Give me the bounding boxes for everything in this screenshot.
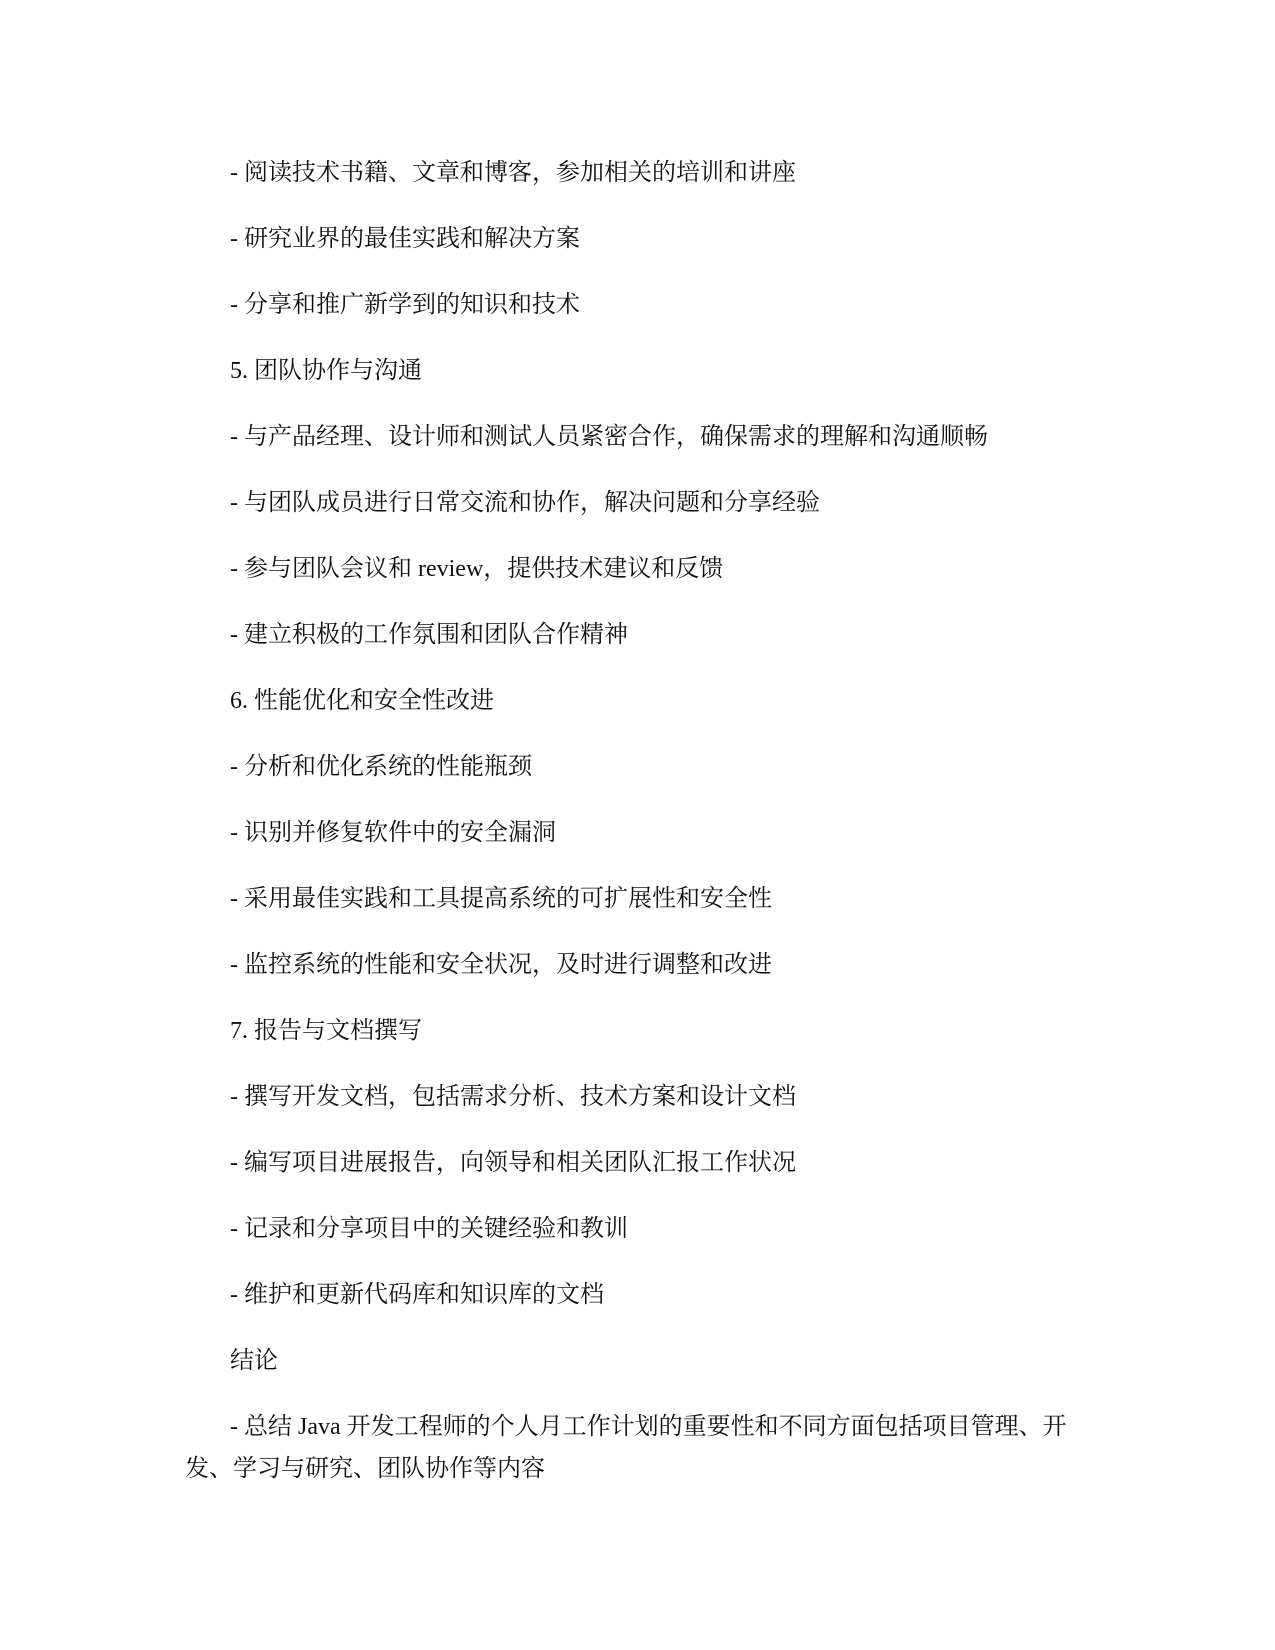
list-item-performance-bottlenecks: - 分析和优化系统的性能瓶颈 [230, 754, 532, 780]
list-item-team-spirit: - 建立积极的工作氛围和团队合作精神 [230, 622, 628, 648]
list-item-reading: - 阅读技术书籍、文章和博客，参加相关的培训和讲座 [230, 160, 796, 186]
list-item-dev-docs: - 撰写开发文档，包括需求分析、技术方案和设计文档 [230, 1084, 796, 1110]
list-item-review-meetings: - 参与团队会议和 review，提供技术建议和反馈 [230, 556, 724, 582]
list-item-progress-reports: - 编写项目进展报告，向领导和相关团队汇报工作状况 [230, 1150, 796, 1176]
list-item-daily-communication: - 与团队成员进行日常交流和协作，解决问题和分享经验 [230, 490, 820, 516]
list-item-monitoring: - 监控系统的性能和安全状况，及时进行调整和改进 [230, 952, 772, 978]
section-heading-conclusion: 结论 [230, 1348, 278, 1374]
conclusion-paragraph: - 总结 Java 开发工程师的个人月工作计划的重要性和不同方面包括项目管理、开发、学习与研究、团队协作等内容 [185, 1414, 1067, 1482]
section-heading-teamwork: 5. 团队协作与沟通 [230, 358, 422, 384]
list-item-sharing: - 分享和推广新学到的知识和技术 [230, 292, 580, 318]
list-item-maintain-docs: - 维护和更新代码库和知识库的文档 [230, 1282, 604, 1308]
list-item-research: - 研究业界的最佳实践和解决方案 [230, 226, 580, 252]
section-heading-reports-docs: 7. 报告与文档撰写 [230, 1018, 422, 1044]
list-item-security-fixes: - 识别并修复软件中的安全漏洞 [230, 820, 556, 846]
list-item-lessons-learned: - 记录和分享项目中的关键经验和教训 [230, 1216, 628, 1242]
list-item-scalability: - 采用最佳实践和工具提高系统的可扩展性和安全性 [230, 886, 772, 912]
section-heading-performance-security: 6. 性能优化和安全性改进 [230, 688, 494, 714]
list-item-collaboration: - 与产品经理、设计师和测试人员紧密合作，确保需求的理解和沟通顺畅 [230, 424, 988, 450]
document-body [185, 140, 1090, 1490]
